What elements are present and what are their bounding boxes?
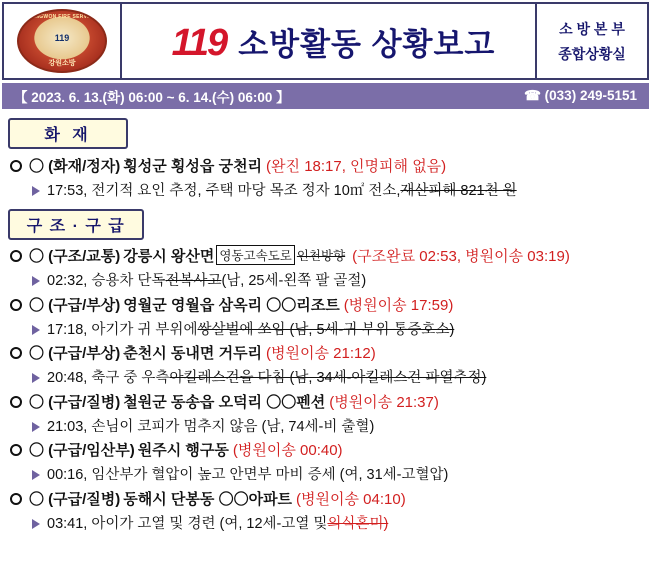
- circle-bullet-icon: [10, 347, 22, 359]
- entry-detail-row: [10, 363, 651, 387]
- entry-title-row: [10, 243, 651, 267]
- entry-category: 〇 (구급/부상): [29, 345, 121, 362]
- list-item: [0, 484, 651, 533]
- entry-detail-row: [10, 460, 651, 484]
- phone-icon: ☎: [524, 88, 541, 103]
- entry-title-row: [10, 152, 651, 176]
- list-item: [0, 436, 651, 485]
- entry-direction-strike: 인천방향: [296, 249, 346, 263]
- logo-119-text: 119: [171, 21, 227, 64]
- emblem-bottom-text: 강원소방: [48, 60, 76, 67]
- agency-emblem-container: [4, 4, 122, 78]
- list-item: [0, 339, 651, 388]
- report-page: [0, 2, 651, 577]
- entry-detail-row: [10, 412, 651, 436]
- entry-detail-text: 21:03, 손님이 코피가 멈추지 않음 (남, 74세-비 출혈): [47, 418, 375, 435]
- triangle-bullet-icon: [32, 186, 40, 196]
- phone-number: (033) 249-5151: [544, 88, 637, 103]
- entry-place: 춘천시 동내면 거두리: [123, 345, 263, 362]
- header-title-block: [122, 4, 535, 78]
- period-bar: [2, 83, 649, 109]
- report-period: 【 2023. 6. 13.(화) 06:00 ~ 6. 14.(수) 06:00 】: [14, 90, 290, 105]
- contact-phone: [524, 88, 637, 104]
- triangle-bullet-icon: [32, 422, 40, 432]
- circle-bullet-icon: [10, 299, 22, 311]
- entry-detail-text: 20:48, 축구 중 우측: [47, 370, 170, 386]
- entry-category: 〇 (화재/정자): [29, 157, 121, 175]
- entry-category: 〇 (구급/질병): [29, 393, 121, 411]
- section-heading-rescue-ems: 구 조 · 구 급: [8, 209, 144, 240]
- entry-place: 횡성군 횡성읍 궁천리: [123, 157, 263, 175]
- circle-bullet-icon: [10, 396, 22, 408]
- entry-status-note: (병원이송 04:10): [296, 490, 406, 508]
- section-heading-fire: 화 재: [8, 118, 128, 149]
- entry-detail-text: 00:16, 임산부가 혈압이 높고 안면부 마비 증세 (여, 31세-고혈압): [47, 467, 449, 483]
- entry-status-note: (병원이송 17:59): [343, 296, 454, 314]
- entry-status-note: (병원이송 21:37): [329, 393, 439, 411]
- entry-detail-row: [10, 266, 651, 290]
- entry-status-note: (구조완료 02:53, 병원이송 03:19): [352, 248, 570, 265]
- entry-detail-strike: 재산피해 821천 원: [400, 182, 517, 199]
- report-header: [2, 2, 649, 80]
- circle-bullet-icon: [10, 250, 22, 262]
- list-item: [0, 290, 651, 339]
- entry-place: 영월군 영월읍 삼옥리 〇〇리조트: [123, 296, 340, 314]
- list-item: [0, 242, 651, 291]
- entry-category: 〇 (구급/임산부): [29, 442, 135, 459]
- triangle-bullet-icon: [32, 373, 40, 383]
- header-org-block: [535, 4, 647, 78]
- entry-title-row: [10, 485, 651, 509]
- entry-detail-strike: 전복사고: [165, 273, 222, 289]
- list-item: [0, 151, 651, 200]
- entry-category: 〇 (구급/부상): [29, 296, 121, 314]
- emblem-top-text: KANGWON FIRE SERVICE: [27, 14, 97, 20]
- entry-category: 〇 (구급/질병): [29, 490, 121, 508]
- emblem-mid-text: 119: [54, 33, 70, 43]
- entry-detail-row: [10, 315, 651, 339]
- entry-highway-box: 영동고속도로: [216, 245, 294, 265]
- fire-service-emblem-icon: [17, 9, 107, 73]
- entry-detail-row: [10, 509, 651, 533]
- entry-title-row: [10, 340, 651, 364]
- circle-bullet-icon: [10, 493, 22, 505]
- entry-status-note: (병원이송 21:12): [266, 345, 376, 362]
- triangle-bullet-icon: [32, 470, 40, 480]
- entry-status-note: (병원이송 00:40): [232, 442, 343, 459]
- org-line-2: 종합상황실: [558, 45, 626, 62]
- entry-detail-text: 03:41, 아이가 고열 및 경련 (여, 12세-고열 및: [47, 515, 328, 532]
- entry-detail-strike: 쌍살벌에 쏘임 (남, 5세-귀 부위 통증호소): [197, 321, 455, 338]
- entry-place: 철원군 동송읍 오덕리 〇〇펜션: [123, 393, 326, 411]
- entry-detail-text: 17:53, 전기적 요인 추정, 주택 마당 목조 정자 10㎡ 전소,: [47, 182, 401, 199]
- triangle-bullet-icon: [32, 325, 40, 335]
- circle-bullet-icon: [10, 444, 22, 456]
- entry-place: 원주시 행구동: [137, 442, 229, 459]
- entry-title-row: [10, 437, 651, 461]
- entry-detail-strike: 의식혼미): [327, 515, 389, 532]
- entry-detail-suffix: (남, 25세-왼쪽 팔 골절): [221, 273, 367, 289]
- entry-title-row: [10, 291, 651, 315]
- entry-detail-row: [10, 176, 651, 200]
- entry-place: 동해시 단봉동 〇〇아파트: [123, 490, 293, 508]
- entry-category: 〇 (구조/교통): [29, 248, 121, 265]
- triangle-bullet-icon: [32, 276, 40, 286]
- entry-place: 강릉시 왕산면: [123, 248, 215, 265]
- entry-title-row: [10, 388, 651, 412]
- entry-detail-text: 17:18, 아기가 귀 부위에: [47, 321, 198, 338]
- entry-detail-text: 02:32, 승용차 단독: [47, 273, 166, 289]
- list-item: [0, 387, 651, 436]
- triangle-bullet-icon: [32, 519, 40, 529]
- org-line-1: 소 방 본 부: [559, 20, 625, 37]
- circle-bullet-icon: [10, 160, 22, 172]
- page-title: 소방활동 상황보고: [238, 26, 496, 62]
- entry-status-note: (완진 18:17, 인명피해 없음): [266, 157, 447, 175]
- entry-detail-strike: 아킬레스건을 다침 (남, 34세-아킬레스건 파열추정): [169, 370, 487, 386]
